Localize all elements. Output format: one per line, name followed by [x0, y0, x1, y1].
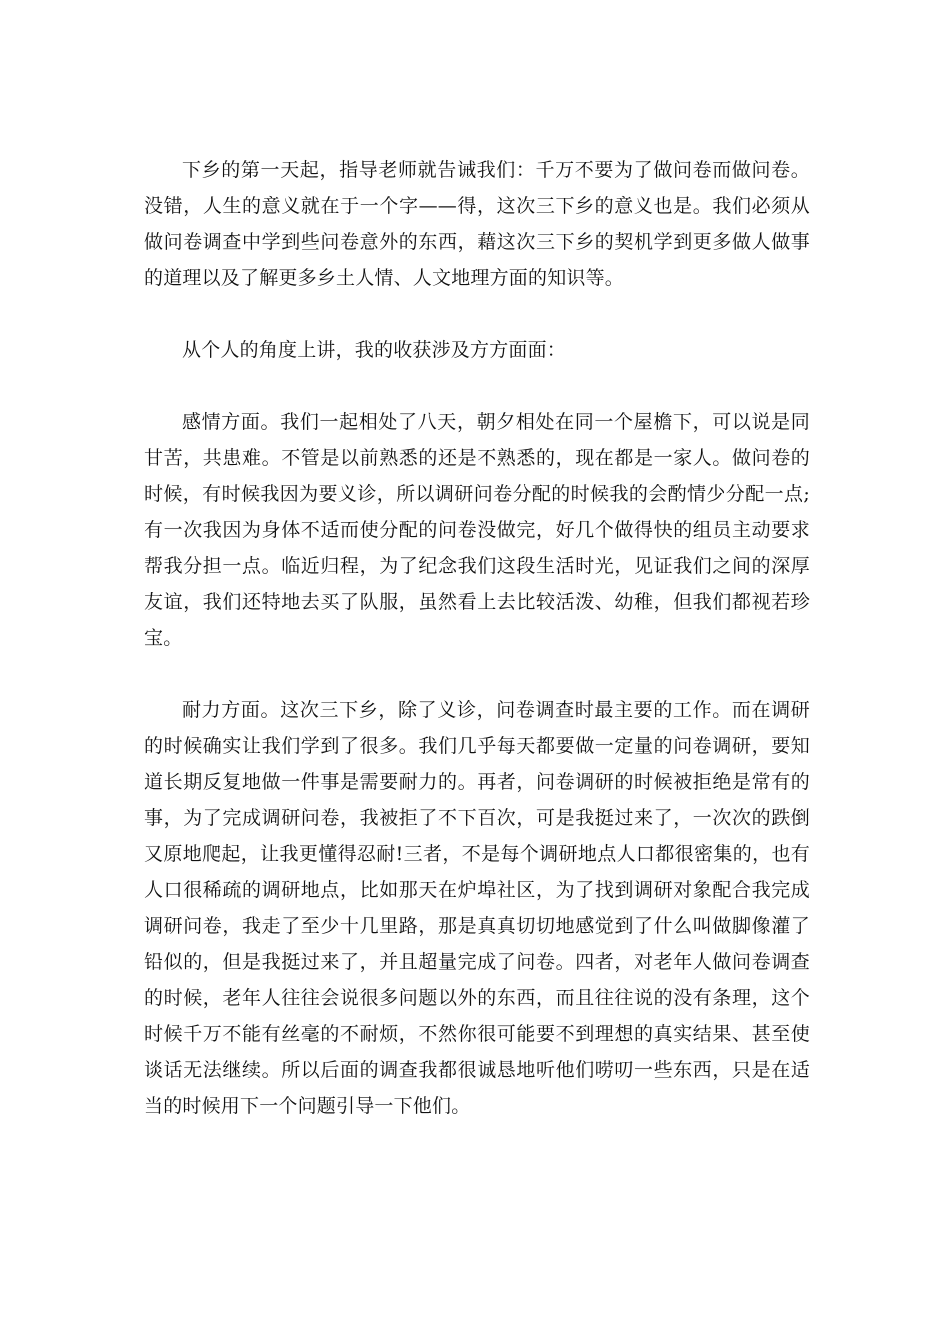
paragraph-first-day: 下乡的第一天起，指导老师就告诫我们：千万不要为了做问卷而做问卷。没错，人生的意义就在于一个字——得，这次三下乡的意义也是。我们必须从做问卷调查中学到些问卷意外的东西，藉这次三下乡的契机学到更多做人做事的道理以及了解更多乡土人情、人文地理方面的知识等。 [144, 159, 810, 289]
paragraph-personal-gains: 从个人的角度上讲，我的收获涉及方方面面： [182, 339, 567, 361]
paragraph-emotion: 感情方面。我们一起相处了八天，朝夕相处在同一个屋檐下，可以说是同甘苦，共患难。不管是以前熟悉的还是不熟悉的，现在都是一家人。做问卷的时候，有时候我因为要义诊，所以调研问卷分配的时候我的会酌情少分配一点;有一次我因为身体不适而使分配的问卷没做完，好几个做得快的组员主动要求帮我分担一点。临近归程，为了纪念我们这段生活时光，见证我们之间的深厚友谊，我们还特地去买了队服，虽然看上去比较活泼、幼稚，但我们都视若珍宝。 [144, 411, 810, 649]
paragraph-endurance: 耐力方面。这次三下乡，除了义诊，问卷调查时最主要的工作。而在调研的时候确实让我们学到了很多。我们几乎每天都要做一定量的问卷调研，要知道长期反复地做一件事是需要耐力的。再者，问卷调研的时候被拒绝是常有的事，为了完成调研问卷，我被拒了不下百次，可是我挺过来了，一次次的跌倒又原地爬起，让我更懂得忍耐!三者，不是每个调研地点人口都很密集的，也有人口很稀疏的调研地点，比如那天在炉埠社区，为了找到调研对象配合我完成调研问卷，我走了至少十几里路，那是真真切切地感觉到了什么叫做脚像灌了铅似的，但是我挺过来了，并且超量完成了问卷。四者，对老年人做问卷调查的时候，老年人往往会说很多问题以外的东西，而且往往说的没有条理，这个时候千万不能有丝毫的不耐烦，不然你很可能要不到理想的真实结果、甚至使谈话无法继续。所以后面的调查我都很诚恳地听他们唠叨一些东西，只是在适当的时候用下一个问题引导一下他们。 [144, 699, 810, 1117]
